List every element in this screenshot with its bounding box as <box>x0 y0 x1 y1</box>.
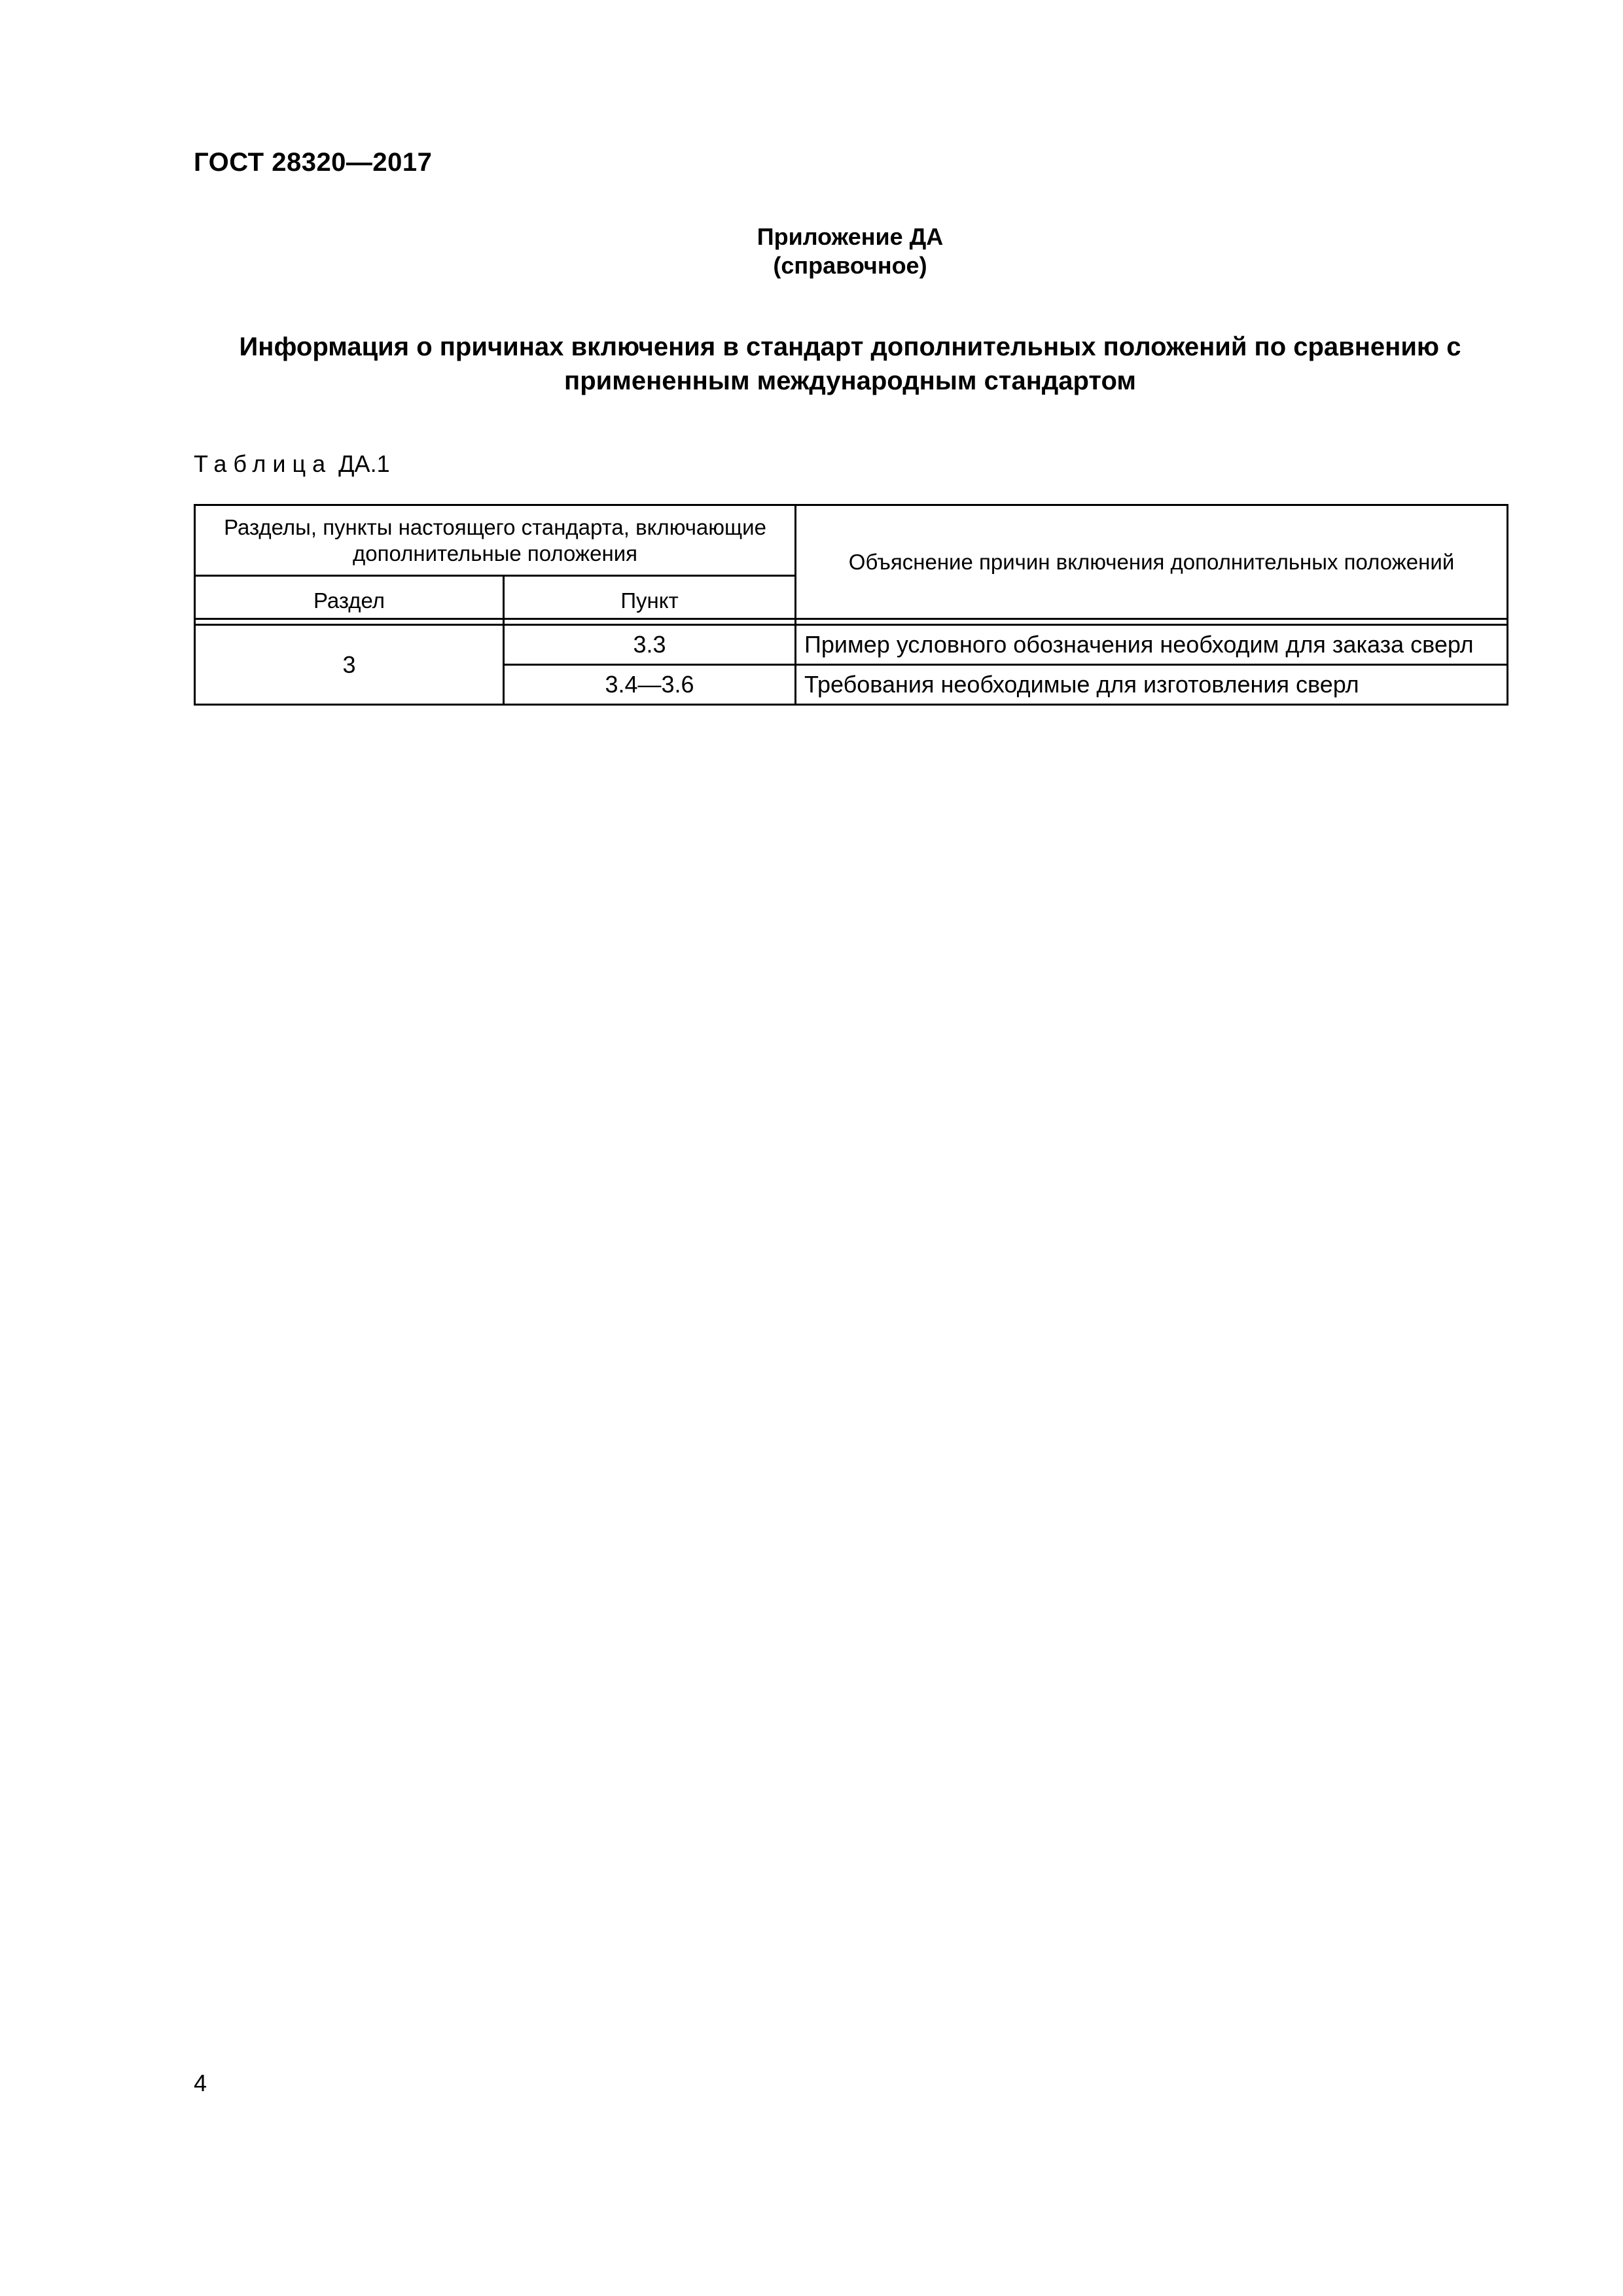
table-cell-explanation: Требования необходимые для изготовления сверл <box>796 665 1508 705</box>
comparison-table <box>194 504 1508 706</box>
table-cell-section: 3 <box>195 625 504 705</box>
table-header-group: Разделы, пункты настоящего стандарта, включающие дополнительные положения <box>195 505 796 576</box>
table-header-clause: Пункт <box>504 576 796 619</box>
appendix-title-line2: примененным международным стандартом <box>564 367 1136 395</box>
table-caption-prefix: Таблица <box>194 450 332 477</box>
appendix-title <box>194 330 1507 398</box>
table-caption-id: ДА.1 <box>338 450 390 477</box>
document-number: ГОСТ 28320—2017 <box>194 148 433 177</box>
table-cell-clause: 3.4—3.6 <box>504 665 796 705</box>
page-number: 4 <box>194 2070 207 2096</box>
table-header-section: Раздел <box>195 576 504 619</box>
table-caption <box>194 450 390 478</box>
appendix-title-line1: Информация о причинах включения в стандарт дополнительных положений по сравнению с <box>239 332 1461 361</box>
table-header-explanation: Объяснение причин включения дополнительных положений <box>796 505 1508 619</box>
table-cell-explanation: Пример условного обозначения необходим для заказа сверл <box>796 625 1508 665</box>
table-header-separator <box>195 619 1508 625</box>
table-cell-clause: 3.3 <box>504 625 796 665</box>
appendix-heading <box>194 223 1507 280</box>
appendix-label: Приложение ДА <box>757 223 944 250</box>
appendix-type: (справочное) <box>773 252 927 279</box>
table-row <box>195 625 1508 665</box>
